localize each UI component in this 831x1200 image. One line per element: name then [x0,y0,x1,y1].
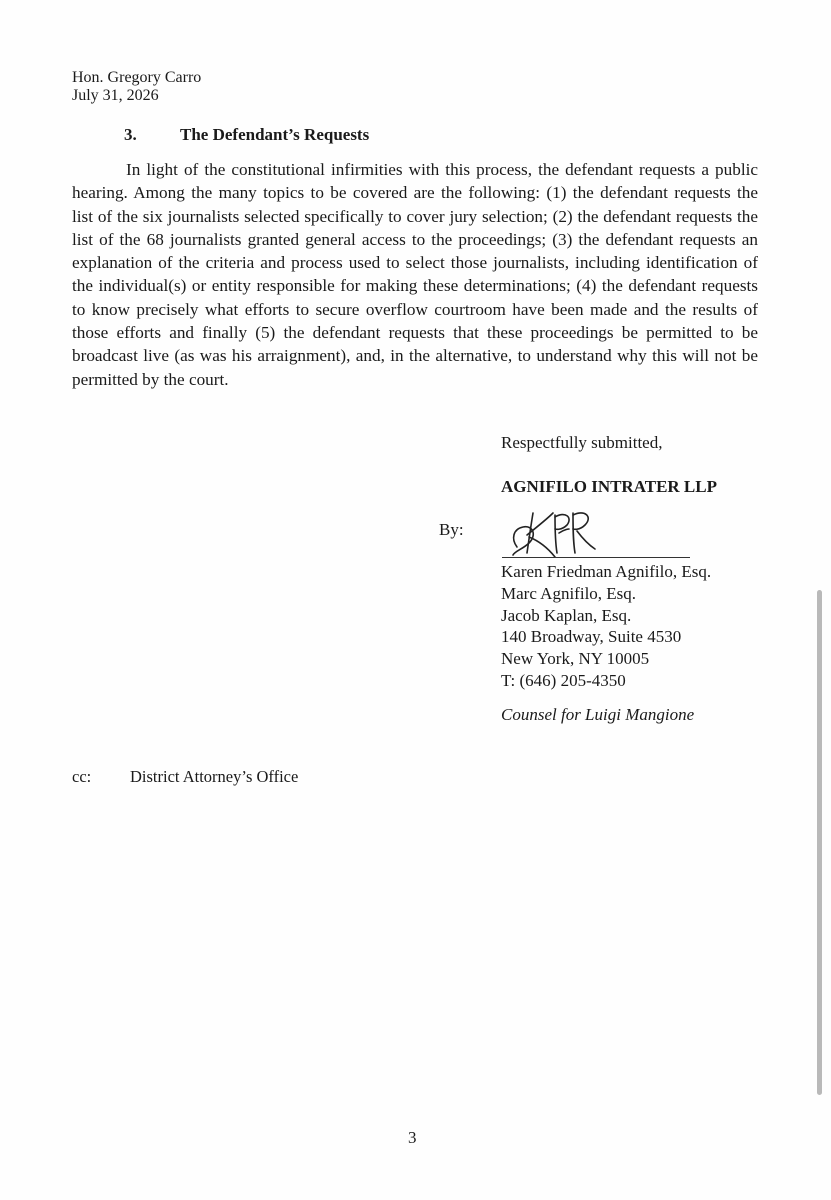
section-title: The Defendant’s Requests [180,125,370,144]
cc-label: cc: [72,767,92,786]
attorney-line: Jacob Kaplan, Esq. [501,605,632,625]
signature-line [502,557,690,558]
body-line: hearing. Among the many topics to be covered are the following: (1) the defendant requests the [72,183,758,203]
handwritten-signature [503,505,599,560]
attorney-line: Karen Friedman Agnifilo, Esq. [501,562,712,581]
counsel-for: Counsel for Luigi Mangione [501,705,695,724]
body-line: explanation of the criteria and process used to select those journalists, including identification of [72,253,758,273]
body-paragraph [72,158,758,391]
section-number: 3. [124,125,137,144]
body-line: broadcast live (as was his arraignment), and, in the alternative, to understand why this will not be [72,346,758,366]
cc-recipient: District Attorney’s Office [130,767,299,786]
body-line: list of the 68 journalists granted general access to the proceedings; (3) the defendant requests an [72,229,758,249]
body-line: the individual(s) or entity responsible for making these determinations; (4) the defendant requests [72,276,758,296]
by-label: By: [439,520,464,539]
section-heading [124,125,369,145]
closing-salutation: Respectfully submitted, [501,433,663,452]
attorney-block [501,561,711,692]
firm-name: AGNIFILO INTRATER LLP [501,477,717,496]
body-line: In light of the constitutional infirmities with this process, the defendant requests a public [126,160,758,179]
attorney-line: Marc Agnifilo, Esq. [501,583,637,603]
phone-line: T: (646) 205-4350 [501,670,626,690]
body-line: list of the six journalists selected specifically to cover jury selection; (2) the defendant requests the [72,206,758,226]
address-line: 140 Broadway, Suite 4530 [501,627,682,647]
body-line: permitted by the court. [72,369,229,389]
scrollbar[interactable] [817,590,822,1095]
body-line: those efforts and finally (5) the defendant requests that these proceedings be permitted to be [72,323,758,343]
address-line: New York, NY 10005 [501,649,650,669]
body-line: to know precisely what efforts to secure overflow courtroom have been made and the results of [72,299,758,319]
header-date: July 31, 2026 [72,87,159,104]
header-addressee: Hon. Gregory Carro [72,69,202,86]
page-number: 3 [408,1128,417,1147]
